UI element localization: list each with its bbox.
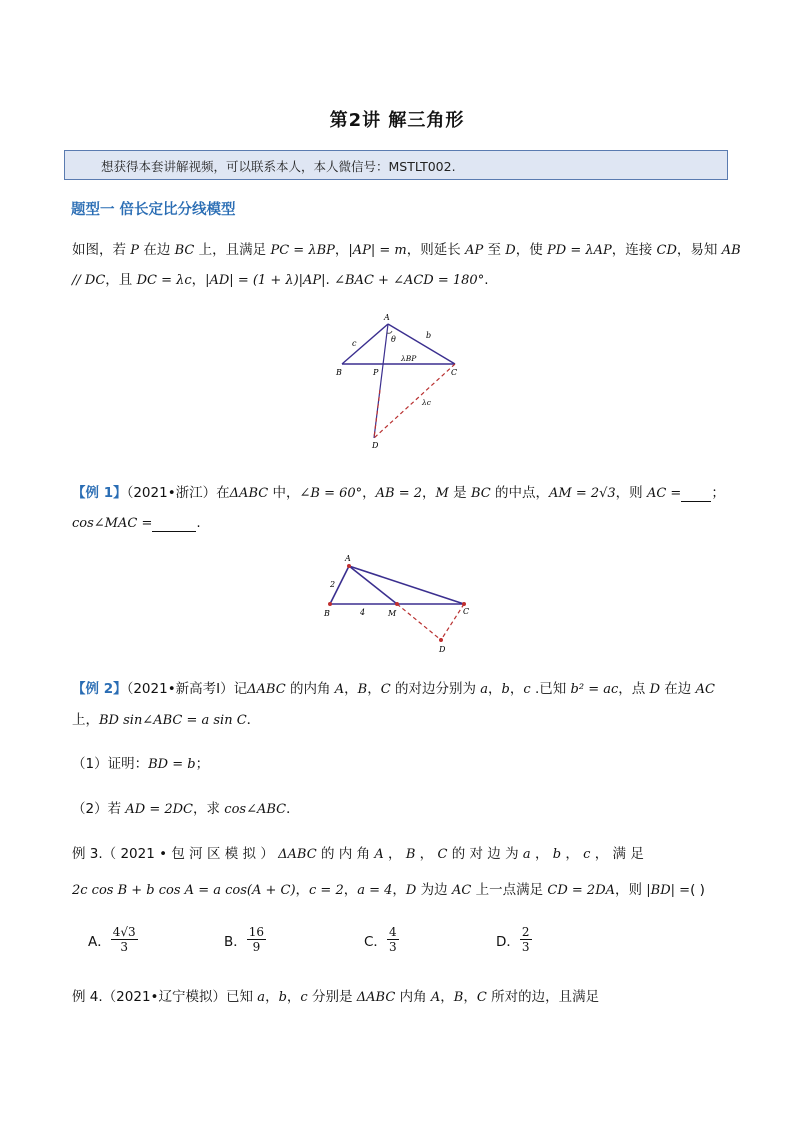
example-3-line-1: 例 3.（ 2021 • 包 河 区 模 拟 ） ΔABC 的 内 角 A ， B ， C 的 对 边 为 a ， b ， c ， 满 足 — [72, 846, 644, 862]
label-d: D — [372, 441, 379, 450]
example-2-line-1: 【例 2】（2021•新高考Ⅰ）记ΔABC 的内角 A，B，C 的对边分别为 a，b，c .已知 b² = ac，点 D 在边 AC — [72, 681, 715, 697]
label-side-c: c — [352, 339, 357, 348]
label-a: A — [345, 554, 351, 563]
option-fraction — [387, 925, 399, 954]
point-d — [439, 638, 443, 642]
figure-triangle-ratio-model — [330, 304, 470, 454]
option-letter: A． — [88, 933, 111, 950]
segment-md-dashed — [397, 604, 441, 640]
option-fraction — [520, 925, 532, 954]
label-b: B — [324, 609, 330, 618]
option-letter: D． — [496, 933, 520, 950]
option-a[interactable] — [88, 925, 138, 954]
segment-cd-dashed — [441, 604, 464, 640]
fraction-denominator: 9 — [252, 940, 261, 954]
answer-blank-ac[interactable] — [681, 485, 711, 502]
fraction-numerator: 16 — [248, 925, 265, 939]
angle-theta-arc — [387, 331, 392, 333]
option-b[interactable] — [224, 925, 266, 954]
section-heading: 题型一 倍长定比分线模型 — [71, 202, 236, 218]
point-c — [462, 602, 466, 606]
intro-line-1: 如图，若 P 在边 BC 上，且满足 PC = λBP，|AP| = m，则延长 AP 至 D，使 PD = λAP，连接 CD，易知 AB — [72, 242, 741, 258]
label-b: B — [336, 368, 342, 377]
label-c: C — [451, 368, 458, 377]
example-1-line-1: 【例 1】（2021•浙江）在ΔABC 中，∠B = 60°，AB = 2，M 是 BC 的中点，AM = 2√3，则 AC = ； — [72, 485, 725, 501]
example-2-question-1: （1）证明：BD = b； — [72, 756, 210, 772]
point-b — [328, 602, 332, 606]
label-a: A — [384, 313, 390, 322]
example-3-line-2: 2c cos B + b cos A = a cos(A + C)，c = 2，a = 4，D 为边 AC 上一点满足 CD = 2DA，则 |BD| =( ) — [72, 882, 705, 898]
fraction-denominator: 3 — [120, 940, 129, 954]
contact-notice — [64, 150, 728, 180]
example-2-label: 【例 2】 — [72, 681, 127, 697]
option-d[interactable] — [496, 925, 532, 954]
label-lambda-bp: λBP — [401, 354, 417, 363]
fraction-denominator: 3 — [521, 940, 530, 954]
label-lambda-c: λc — [422, 398, 431, 407]
page-title: 第2讲 解三角形 — [329, 110, 465, 131]
option-fraction — [111, 925, 138, 954]
answer-blank-cos-mac[interactable] — [152, 515, 196, 532]
example-4-line-1: 例 4.（2021•辽宁模拟）已知 a，b，c 分别是 ΔABC 内角 A，B，C 所对的边，且满足 — [72, 989, 600, 1005]
fraction-numerator: 4√3 — [112, 925, 136, 939]
intro-line-2: // DC，且 DC = λc，|AD| = (1 + λ)|AP|. ∠BAC + ∠ACD = 180°. — [72, 272, 489, 288]
option-letter: B． — [224, 933, 247, 950]
median-am — [349, 566, 397, 604]
figure-example-1-triangle — [318, 550, 478, 655]
option-c[interactable] — [364, 925, 399, 954]
label-d: D — [439, 645, 446, 654]
label-p: P — [373, 368, 379, 377]
point-m — [395, 602, 399, 606]
formula-pd-lambda-ap: PD = λAP — [547, 243, 612, 258]
side-ac — [388, 324, 455, 364]
option-fraction — [247, 925, 266, 954]
fraction-numerator: 4 — [388, 925, 397, 939]
example-1-line-2: cos∠MAC = . — [72, 515, 201, 531]
option-letter: C． — [364, 933, 387, 950]
label-c: C — [463, 607, 470, 616]
label-side-b: b — [426, 331, 432, 340]
contact-notice-text: 想获得本套讲解视频，可以联系本人，本人微信号：MSTLT002. — [101, 159, 456, 174]
formula-pc-lambda-bp: PC = λBP — [270, 243, 335, 258]
side-ac — [349, 566, 464, 604]
label-m: M — [388, 609, 397, 618]
example-2-line-2: 上，BD sin∠ABC = a sin C． — [72, 712, 261, 728]
segment-cd-dashed — [374, 364, 458, 438]
label-theta: θ — [391, 335, 396, 344]
side-ab — [342, 324, 388, 364]
label-length-2: 2 — [330, 580, 336, 589]
label-length-4: 4 — [360, 608, 366, 617]
fraction-denominator: 3 — [388, 940, 397, 954]
example-2-question-2: （2）若 AD = 2DC，求 cos∠ABC． — [72, 801, 300, 817]
fraction-numerator: 2 — [521, 925, 530, 939]
formula-ap-m: |AP| = m — [348, 243, 407, 258]
example-1-label: 【例 1】 — [72, 485, 127, 501]
point-a — [347, 564, 351, 568]
